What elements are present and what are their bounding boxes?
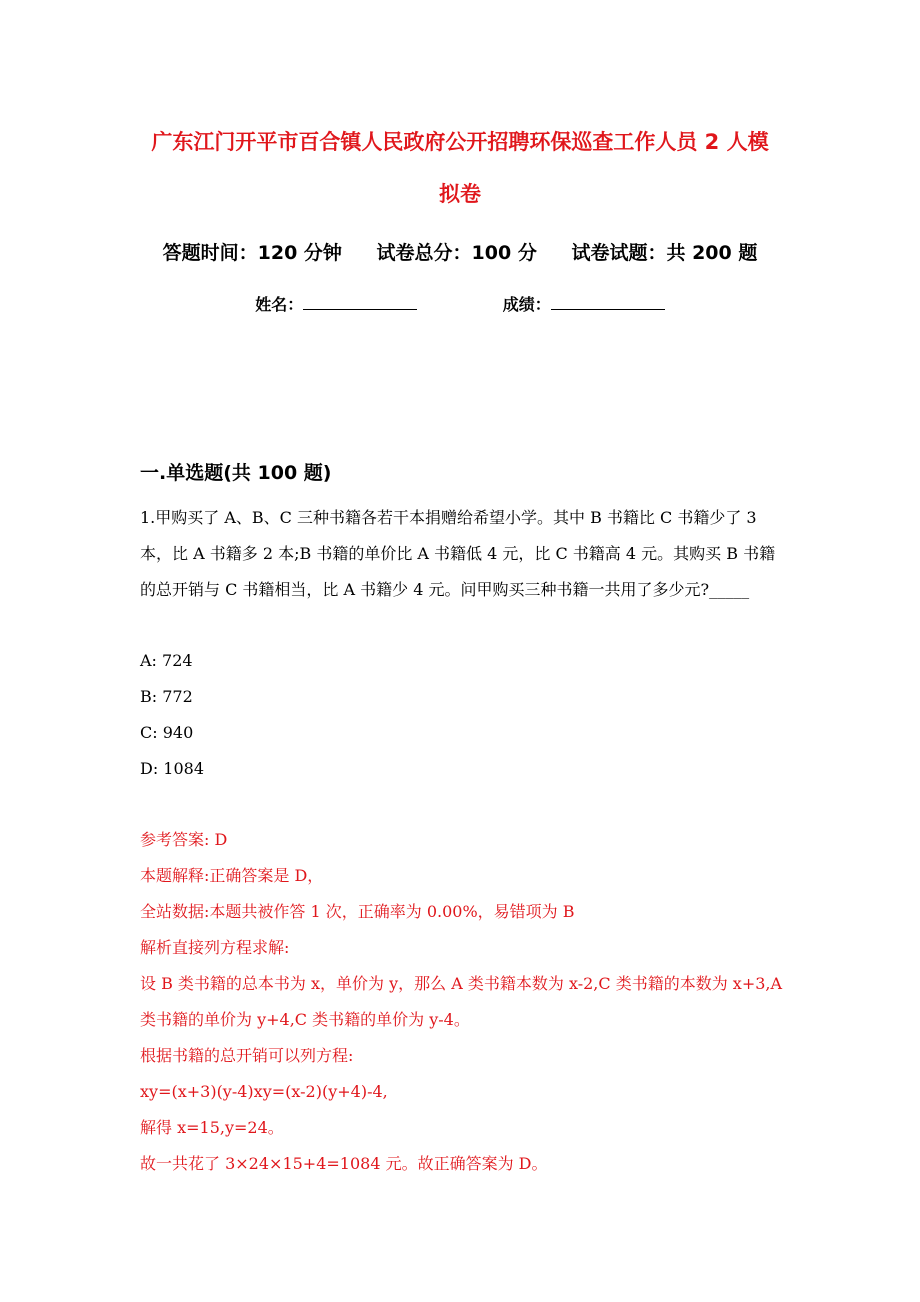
- equation-intro: 根据书籍的总开销可以列方程:: [140, 1046, 354, 1065]
- exam-time: 答题时间：120 分钟: [162, 242, 342, 264]
- solution-setup: 设 B 类书籍的总本书为 x，单价为 y，那么 A 类书籍本数为 x-2,C 类书籍的本数为 x+3,A 类书籍的单价为 y+4,C 类书籍的单价为 y-4。: [140, 974, 783, 1029]
- option-c: C: 940: [140, 723, 194, 742]
- option-list: [140, 643, 204, 787]
- section-title: 一.单选题(共 100 题): [140, 462, 332, 484]
- option-a: A: 724: [140, 651, 193, 670]
- title-line-1: 广东江门开平市百合镇人民政府公开招聘环保巡查工作人员 2 人模: [151, 130, 769, 154]
- score-blank: [551, 295, 665, 310]
- title-line-2: 拟卷: [439, 182, 481, 206]
- answer-block: [140, 822, 785, 1182]
- name-label: 姓名：: [255, 295, 304, 314]
- answer-stats: 全站数据:本题共被作答 1 次，正确率为 0.00%，易错项为 B: [140, 902, 575, 921]
- equation: xy=(x+3)(y-4)xy=(x-2)(y+4)-4,: [140, 1082, 388, 1101]
- answer-explanation: 本题解释:正确答案是 D，: [140, 866, 324, 885]
- exam-meta: [0, 238, 920, 265]
- name-score-row: [0, 292, 920, 315]
- exam-total-score: 试卷总分：100 分: [376, 242, 537, 264]
- score-label: 成绩：: [502, 295, 551, 314]
- reference-answer: 参考答案: D: [140, 830, 228, 849]
- solution-method: 解析直接列方程求解:: [140, 938, 290, 957]
- conclusion: 故一共花了 3×24×15+4=1084 元。故正确答案为 D。: [140, 1154, 548, 1173]
- score-field: [503, 292, 665, 315]
- name-blank: [303, 295, 417, 310]
- option-d: D: 1084: [140, 759, 205, 778]
- exam-question-count: 试卷试题：共 200 题: [571, 242, 758, 264]
- question-text: 1.甲购买了 A、B、C 三种书籍各若干本捐赠给希望小学。其中 B 书籍比 C 书籍少了 3 本，比 A 书籍多 2 本;B 书籍的单价比 A 书籍低 4 元，比 C 书籍高 4 元。其购买 B 书籍的总开销与 C 书籍相当，比 A 书籍少 4 元。问甲购买三种书籍一共用了多少元?_____: [140, 508, 776, 599]
- name-field: [255, 292, 417, 315]
- option-b: B: 772: [140, 687, 193, 706]
- solution-values: 解得 x=15,y=24。: [140, 1118, 284, 1137]
- exam-title: [130, 116, 790, 220]
